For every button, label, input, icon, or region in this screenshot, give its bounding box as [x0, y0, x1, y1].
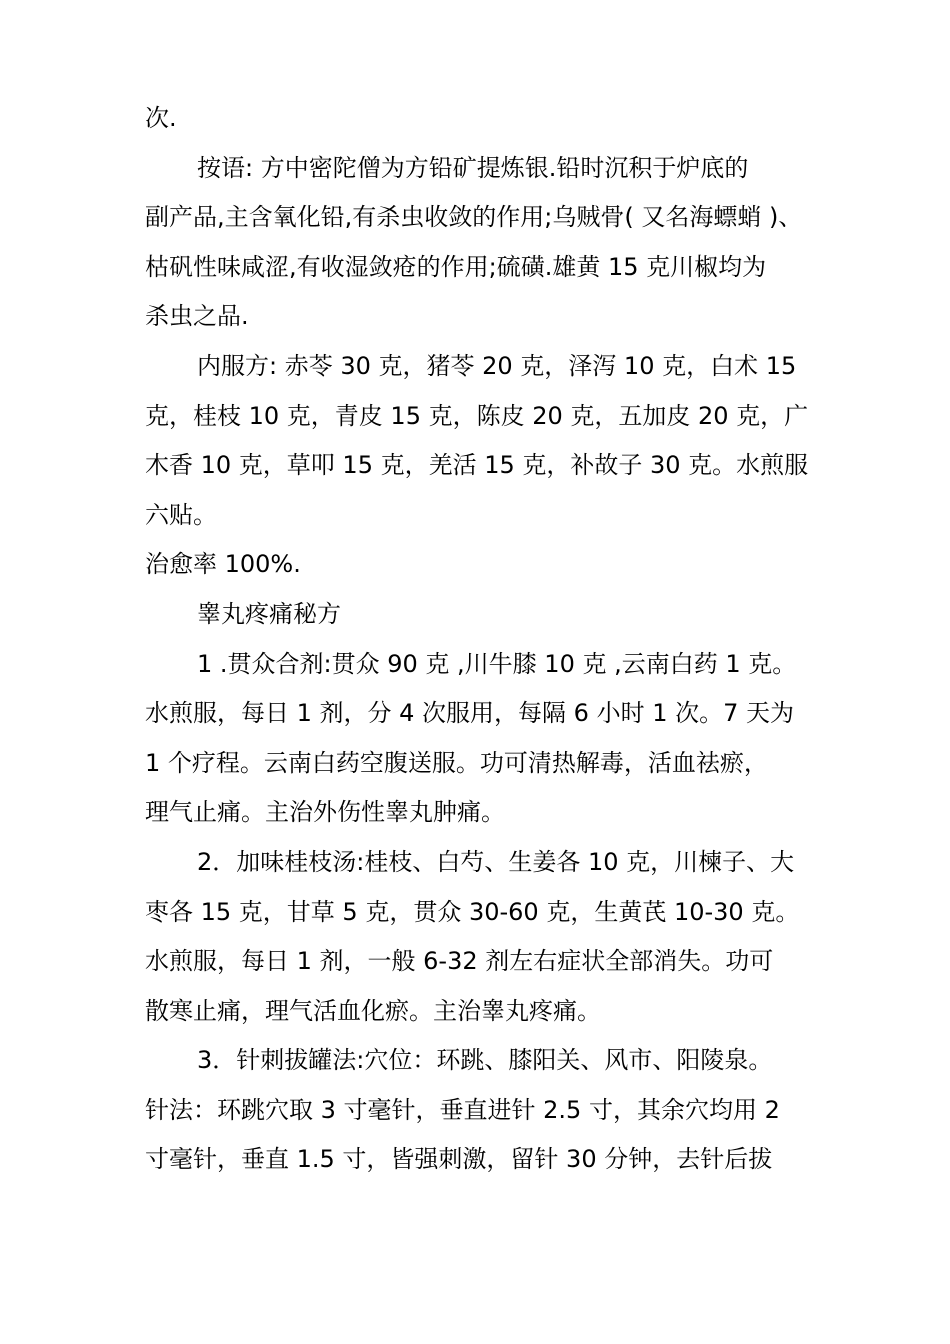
text-line: 副产品,主含氧化铅,有杀虫收敛的作用;乌贼骨( 又名海螵蛸 )、 — [145, 203, 803, 232]
text-line: 克，桂枝 10 克，青皮 15 克，陈皮 20 克，五加皮 20 克，广 — [145, 401, 809, 430]
section-heading: 睾丸疼痛秘方 — [197, 599, 341, 628]
text-line: 次. — [145, 104, 177, 132]
text-line: 治愈率 100%. — [145, 550, 301, 579]
text-line: 枯矾性味咸涩,有收湿敛疮的作用;硫磺.雄黄 15 克川椒均为 — [145, 252, 767, 281]
text-line: 寸毫针，垂直 1.5 寸，皆强刺激，留针 30 分钟，去针后拔 — [145, 1145, 773, 1174]
text-line: 散寒止痛，理气活血化瘀。主治睾丸疼痛。 — [145, 996, 601, 1025]
text-line: 水煎服，每日 1 剂，一般 6-32 剂左右症状全部消失。功可 — [145, 947, 774, 976]
text-line: 水煎服，每日 1 剂，分 4 次服用，每隔 6 小时 1 次。7 天为 — [145, 699, 795, 728]
text-line: 1 .贯众合剂:贯众 90 克 ,川牛膝 10 克 ,云南白药 1 克。 — [197, 649, 797, 678]
document-body — [145, 94, 825, 1185]
text-line: 枣各 15 克，甘草 5 克，贯众 30-60 克，生黄芪 10-30 克。 — [145, 897, 800, 926]
text-line: 2．加味桂枝汤:桂枝、白芍、生姜各 10 克，川楝子、大 — [197, 847, 795, 876]
text-line: 内服方: 赤苓 30 克，猪苓 20 克，泽泻 10 克，白术 15 — [197, 351, 797, 380]
text-line: 木香 10 克，草叩 15 克，羌活 15 克，补故子 30 克。水煎服 — [145, 451, 809, 480]
text-line: 1 个疗程。云南白药空腹送服。功可清热解毒，活血祛瘀， — [145, 748, 768, 777]
text-line: 按语: 方中密陀僧为方铅矿提炼银.铅时沉积于炉底的 — [197, 153, 749, 182]
text-line: 针法：环跳穴取 3 寸毫针，垂直进针 2.5 寸，其余穴均用 2 — [145, 1095, 780, 1124]
text-line: 3．针刺拔罐法:穴位：环跳、膝阳关、风市、阳陵泉。 — [197, 1046, 773, 1075]
text-line: 六贴。 — [145, 500, 217, 529]
text-line: 理气止痛。主治外伤性睾丸肿痛。 — [145, 798, 505, 827]
text-line: 杀虫之品. — [145, 302, 249, 331]
